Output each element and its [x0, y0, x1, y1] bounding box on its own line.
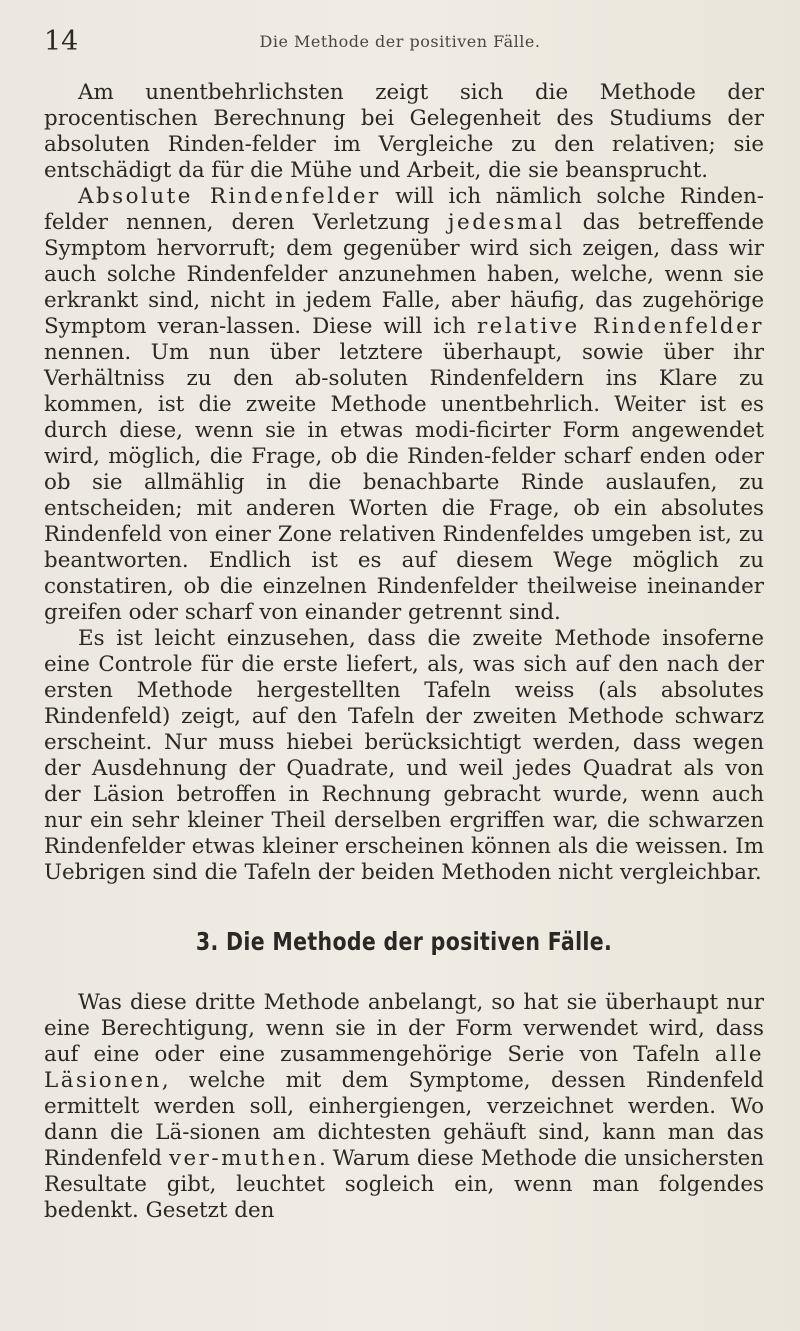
page-number: 14 [44, 26, 79, 57]
paragraph-4-text-c: . Warum diese Methode die unsichersten Resultate gibt, leuchtet sogleich ein, wenn man folgendes bedenkt. Gesetzt den [44, 1146, 765, 1223]
paragraph-2-text-c: nennen. Um nun über letztere überhaupt, sowie über ihr Verhältniss zu den ab-soluten Rindenfeldern ins Klare zu kommen, ist die zweite Methode unentbehrlich. Weiter ist es durch diese, wenn sie in etwas modi-ficirter Form angewendet wird, möglich, die Frage, ob die Rinden-felder scharf enden oder ob sie allmählig in die benachbarte Rinde auslaufen, zu entscheiden; mit anderen Worten die Frage, ob ein absolutes Rindenfeld von einer Zone relativen Rindenfeldes umgeben ist, zu beantworten. Endlich ist es auf diesem Wege möglich zu constatiren, ob die einzelnen Rindenfelder theilweise ineinander greifen oder scharf von einander getrennt sind. [44, 340, 764, 625]
spaced-term-jedesmal: jedesmal [447, 210, 565, 235]
paragraph-4-text-a: Was diese dritte Methode anbelangt, so hat sie überhaupt nur eine Berechtigung, wenn sie in der Form verwendet wird, dass auf eine oder eine zusammengehörige Serie von Tafeln [44, 990, 764, 1067]
paragraph-2 [44, 184, 764, 626]
running-head: Die Methode der positiven Fälle. [259, 32, 541, 51]
spaced-term-relative-rindenfelder: relative Rindenfelder [476, 314, 764, 339]
page-header [44, 26, 756, 58]
paragraph-2-text-a: will ich nämlich solche Rinden-felder nennen, deren Verletzung [44, 184, 764, 235]
paragraph-4 [44, 990, 764, 1224]
spaced-term-absolute-rindenfelder: Absolute Rindenfelder [78, 184, 381, 209]
paragraph-4-text-b: , welche mit dem Symptome, dessen Rindenfeld ermittelt werden soll, einhergiengen, verzeichnet werden. Wo dann die Lä-sionen am dichtesten gehäuft sind, kann man das Rindenfeld [44, 1068, 764, 1171]
paragraph-3: Es ist leicht einzusehen, dass die zweite Methode insoferne eine Controle für die erste liefert, als, was sich auf den nach der ersten Methode hergestellten Tafeln weiss (als absolutes Rindenfeld) zeigt, auf den Tafeln der zweiten Methode schwarz erscheint. Nur muss hiebei berücksichtigt werden, dass wegen der Ausdehnung der Quadrate, und weil jedes Quadrat als von der Läsion betroffen in Rechnung gebracht wurde, wenn auch nur ein sehr kleiner Theil derselben ergriffen war, die schwarzen Rindenfelder etwas kleiner erscheinen können als die weissen. Im Uebrigen sind die Tafeln der beiden Methoden nicht vergleichbar. [44, 626, 764, 885]
section-heading: 3. Die Methode der positiven Fälle. [195, 927, 613, 956]
body-text [44, 80, 764, 1224]
paragraph-1: Am unentbehrlichsten zeigt sich die Methode der procentischen Berechnung bei Gelegenheit des Studiums der absoluten Rinden-felder im Vergleiche zu den relativen; sie entschädigt da für die Mühe und Arbeit, die sie beansprucht. [44, 80, 764, 183]
spaced-term-vermuthen: ver-muthen [168, 1146, 320, 1171]
spaced-term-alle-laesionen: alle Läsionen [44, 1042, 764, 1093]
paragraph-2-text-b: das betreffende Symptom hervorruft; dem gegenüber wird sich zeigen, dass wir auch solche Rindenfelder anzunehmen haben, welche, wenn sie erkrankt sind, nicht in jedem Falle, aber häufig, das zugehörige Symptom veran-lassen. Diese will ich [44, 210, 764, 339]
